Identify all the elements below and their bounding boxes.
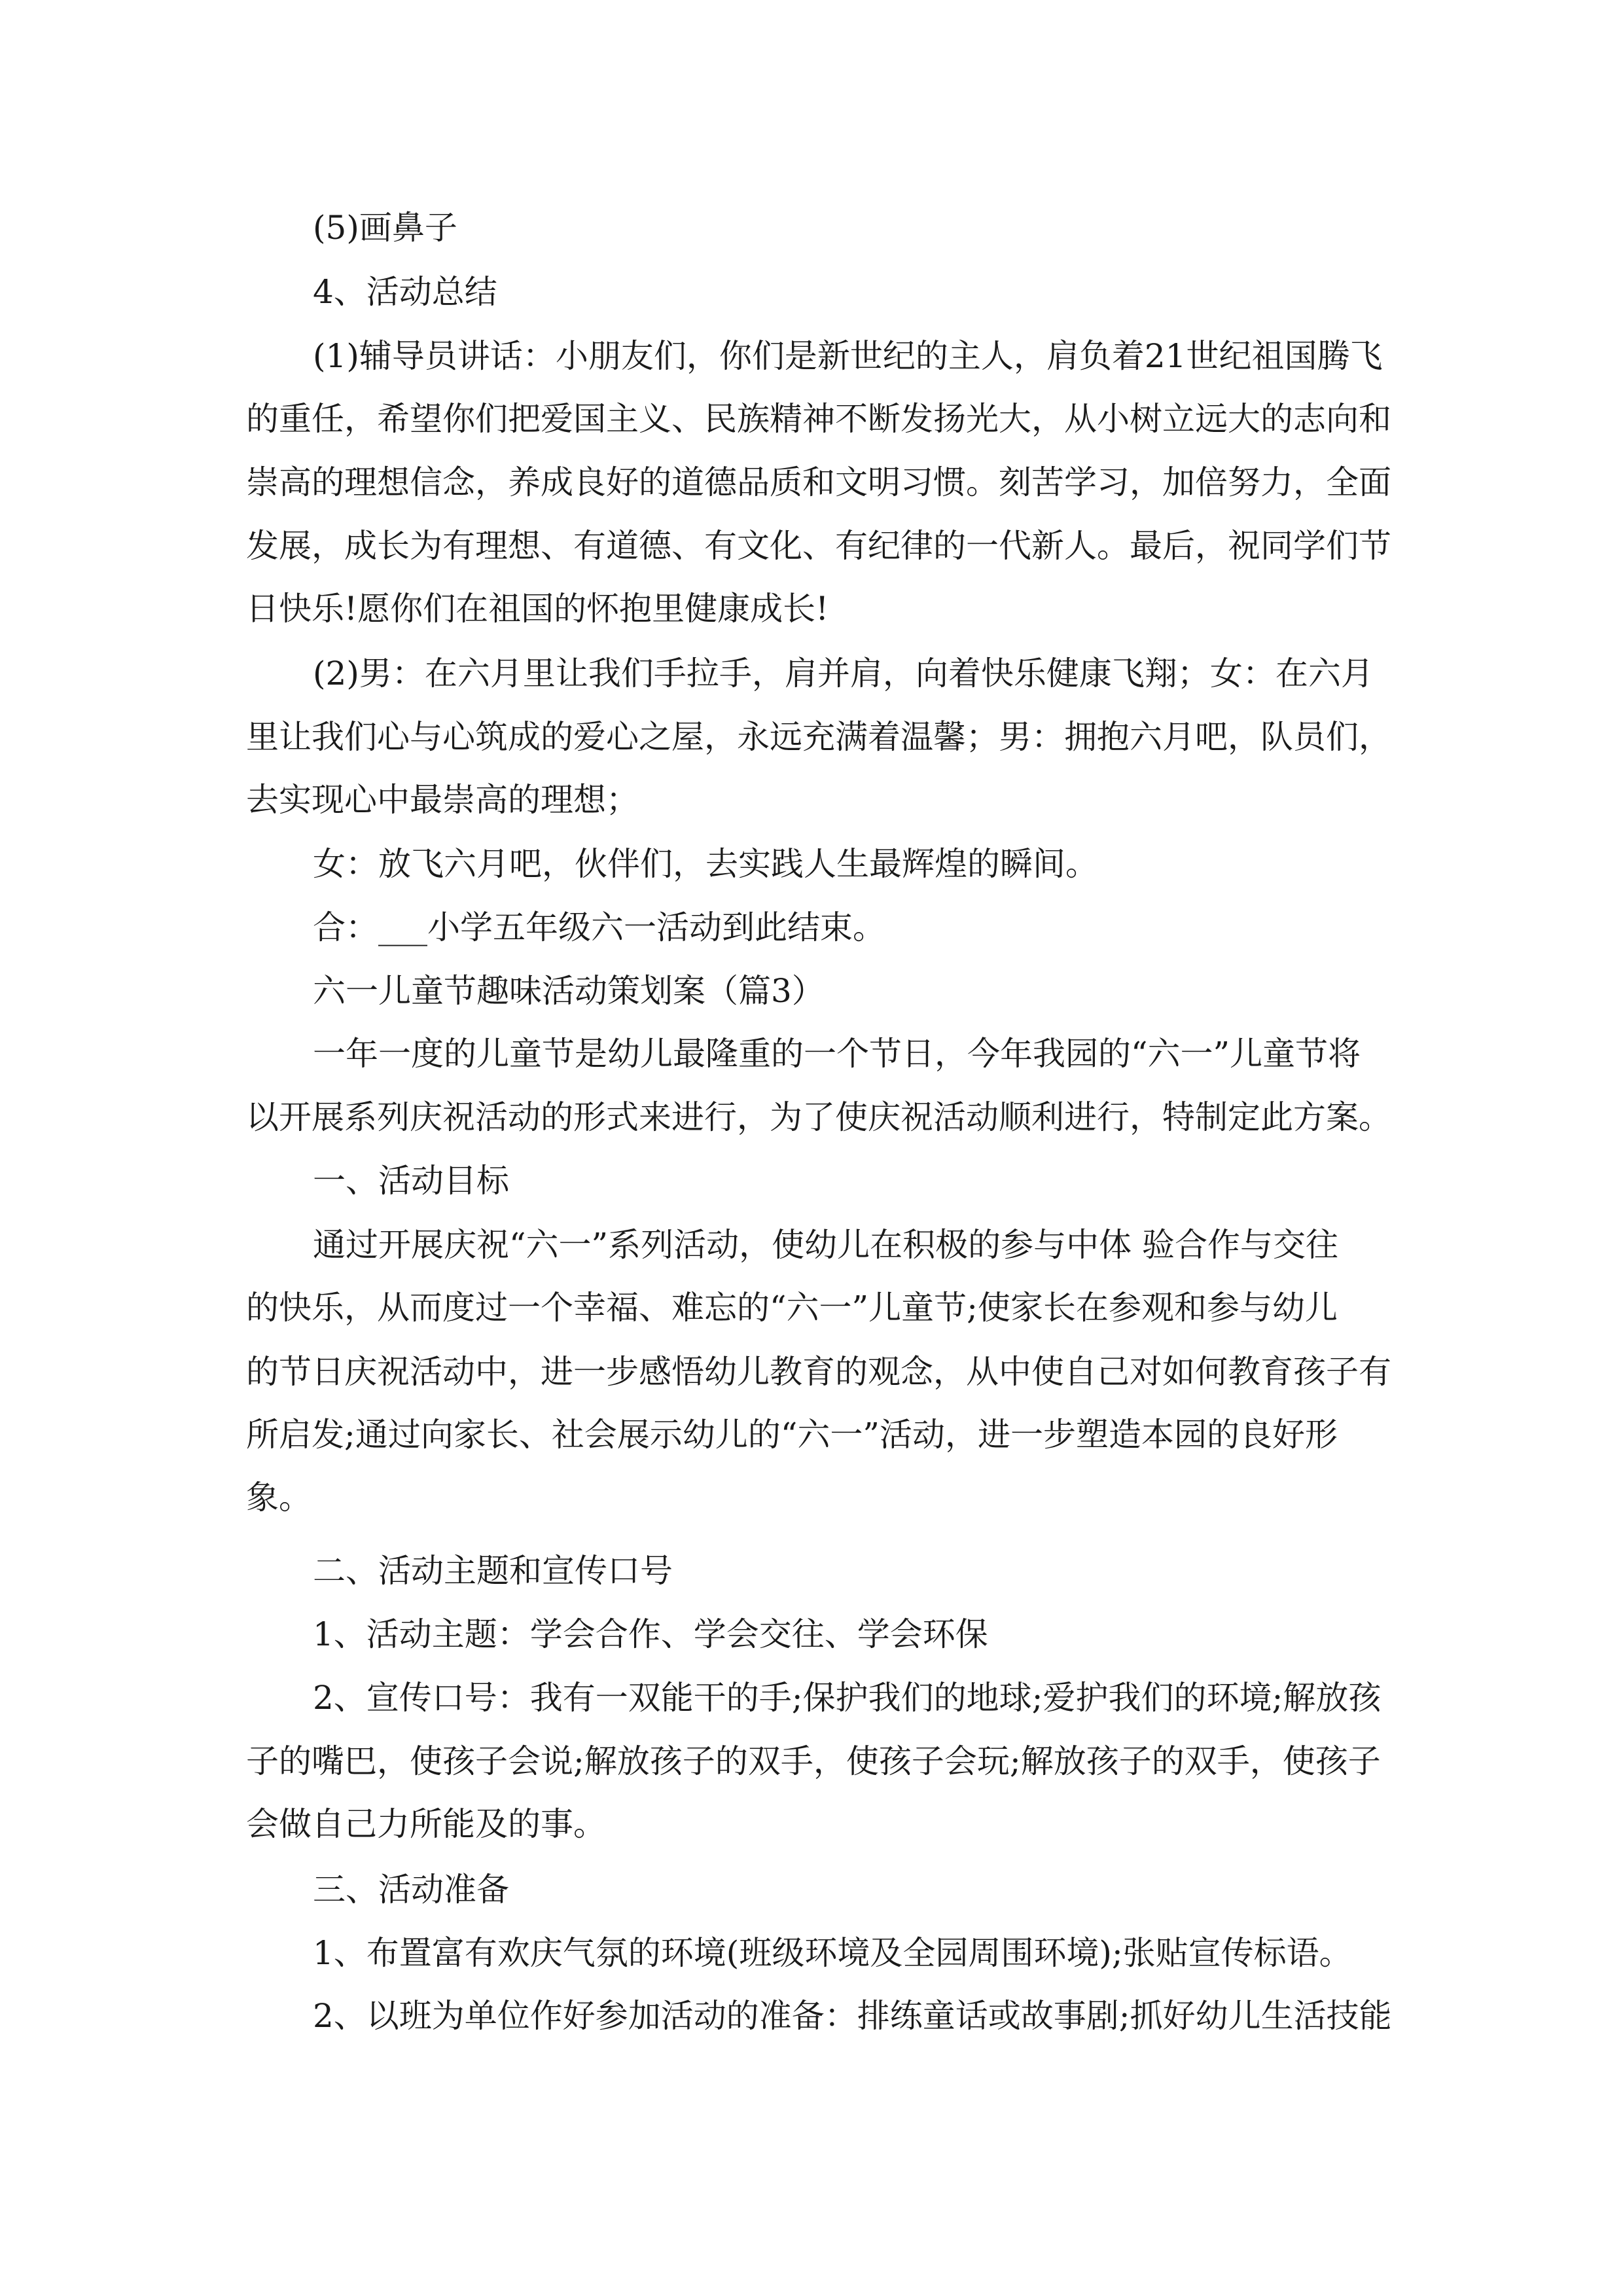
text-line: 一年一度的儿童节是幼儿最隆重的一个节日，今年我园的“六一”儿童节将 xyxy=(313,1035,1361,1073)
text-line: 日快乐!愿你们在祖国的怀抱里健康成长! xyxy=(246,590,829,628)
section-heading: 二、活动主题和宣传口号 xyxy=(313,1552,673,1590)
text-line: 2、以班为单位作好参加活动的准备：排练童话或故事剧;抓好幼儿生活技能 xyxy=(313,1997,1392,2035)
text-line: 通过开展庆祝“六一”系列活动，使幼儿在积极的参与中体 验合作与交往 xyxy=(313,1226,1339,1264)
section-heading: 一、活动目标 xyxy=(313,1162,509,1200)
text-line: (5)画鼻子 xyxy=(313,209,457,247)
section-heading: 4、活动总结 xyxy=(313,273,497,311)
text-line: 女：放飞六月吧，伙伴们，去实践人生最辉煌的瞬间。 xyxy=(313,845,1098,883)
text-line: 子的嘴巴，使孩子会说;解放孩子的双手，使孩子会玩;解放孩子的双手，使孩子 xyxy=(246,1742,1381,1780)
text-line: 1、布置富有欢庆气氛的环境(班级环境及全园周围环境);张贴宣传标语。 xyxy=(313,1934,1352,1972)
text-line: 里让我们心与心筑成的爱心之屋，永远充满着温馨；男：拥抱六月吧，队员们， xyxy=(246,718,1391,756)
text-line: 以开展系列庆祝活动的形式来进行，为了使庆祝活动顺利进行，特制定此方案。 xyxy=(246,1098,1391,1136)
text-line: 的节日庆祝活动中，进一步感悟幼儿教育的观念，从中使自己对如何教育孩子有 xyxy=(246,1353,1391,1391)
text-line: 崇高的理想信念，养成良好的道德品质和文明习惯。刻苦学习，加倍努力，全面 xyxy=(246,463,1391,501)
text-line: 1、活动主题：学会合作、学会交往、学会环保 xyxy=(313,1615,988,1653)
text-line: 去实现心中最崇高的理想； xyxy=(246,781,639,819)
text-line: 会做自己力所能及的事。 xyxy=(246,1805,606,1843)
text-line: 发展，成长为有理想、有道德、有文化、有纪律的一代新人。最后，祝同学们节 xyxy=(246,527,1391,565)
text-line: 合：___小学五年级六一活动到此结束。 xyxy=(313,908,885,946)
text-line: 所启发;通过向家长、社会展示幼儿的“六一”活动，进一步塑造本园的良好形 xyxy=(246,1416,1338,1454)
text-line: 象。 xyxy=(246,1479,312,1516)
text-line: (2)男：在六月里让我们手拉手，肩并肩，向着快乐健康飞翔；女：在六月 xyxy=(313,655,1374,692)
section-heading: 三、活动准备 xyxy=(313,1871,509,1909)
document-title: 六一儿童节趣味活动策划案（篇3） xyxy=(313,972,825,1010)
text-line: 的快乐，从而度过一个幸福、难忘的“六一”儿童节;使家长在参观和参与幼儿 xyxy=(246,1289,1338,1327)
text-line: (1)辅导员讲话：小朋友们，你们是新世纪的主人，肩负着21世纪祖国腾飞 xyxy=(313,337,1383,375)
text-line: 的重任，希望你们把爱国主义、民族精神不断发扬光大，从小树立远大的志向和 xyxy=(246,400,1391,438)
text-line: 2、宣传口号：我有一双能干的手;保护我们的地球;爱护我们的环境;解放孩 xyxy=(313,1679,1382,1717)
